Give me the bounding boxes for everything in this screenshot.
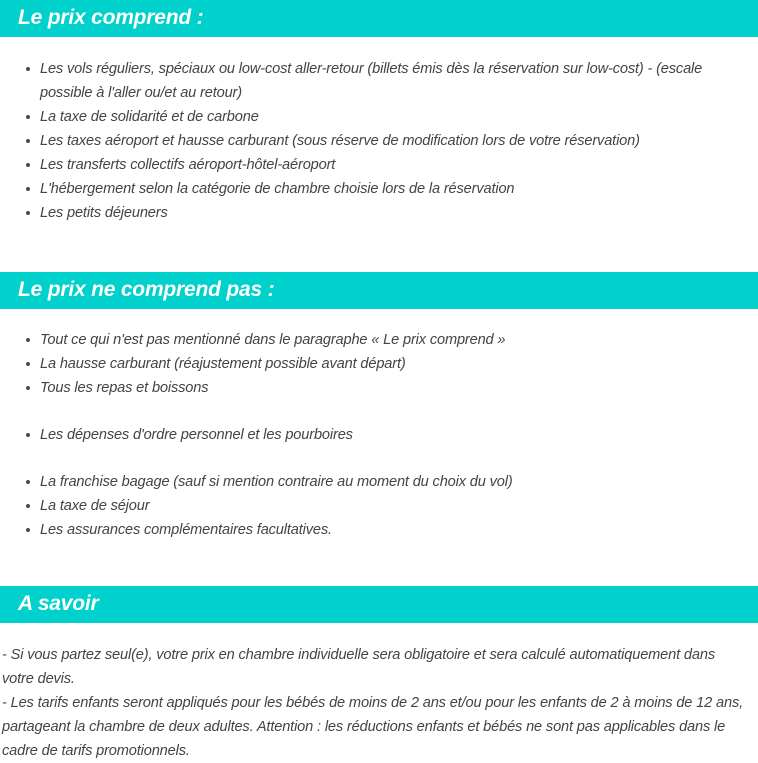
list-item: La hausse carburant (réajustement possible avant départ) <box>0 352 758 376</box>
note-paragraph: - Si vous partez seul(e), votre prix en chambre individuelle sera obligatoire et sera calculé automatiquement dans votre devis. <box>2 647 715 687</box>
list-item: Les transferts collectifs aéroport-hôtel-aéroport <box>0 153 758 177</box>
list-item: La franchise bagage (sauf si mention contraire au moment du choix du vol) <box>0 470 758 494</box>
section-spacer <box>0 225 758 272</box>
note-paragraph: - Les tarifs enfants seront appliqués pour les bébés de moins de 2 ans et/ou pour les enfants de 2 à moins de 12 ans, partageant la chambre de deux adultes. Attention : les réductions enfants et bébés ne sont pas applicables dans le cadre de tarifs promotionnels. <box>2 695 743 759</box>
list-item: La taxe de séjour <box>0 494 758 518</box>
list-item: La taxe de solidarité et de carbone <box>0 105 758 129</box>
section-spacer <box>0 542 758 586</box>
list-item: Tous les repas et boissons <box>0 376 758 400</box>
list-item: L'hébergement selon la catégorie de chambre choisie lors de la réservation <box>0 177 758 201</box>
excluded-list <box>0 309 758 542</box>
included-list <box>0 37 758 225</box>
list-item: Les assurances complémentaires facultatives. <box>0 518 758 542</box>
section-heading-excluded: Le prix ne comprend pas : <box>0 272 758 309</box>
list-item: Tout ce qui n'est pas mentionné dans le paragraphe « Le prix comprend » <box>0 328 758 352</box>
list-item: Les vols réguliers, spéciaux ou low-cost aller-retour (billets émis dès la réservation sur low-cost) - (escale possible à l'aller ou/et au retour) <box>0 57 758 105</box>
list-item: Les dépenses d'ordre personnel et les pourboires <box>0 423 758 447</box>
section-heading-included: Le prix comprend : <box>0 0 758 37</box>
list-item: Les petits déjeuners <box>0 201 758 225</box>
good-to-know-notes <box>0 623 758 763</box>
list-item: Les taxes aéroport et hausse carburant (sous réserve de modification lors de votre réservation) <box>0 129 758 153</box>
section-heading-good-to-know: A savoir <box>0 586 758 623</box>
